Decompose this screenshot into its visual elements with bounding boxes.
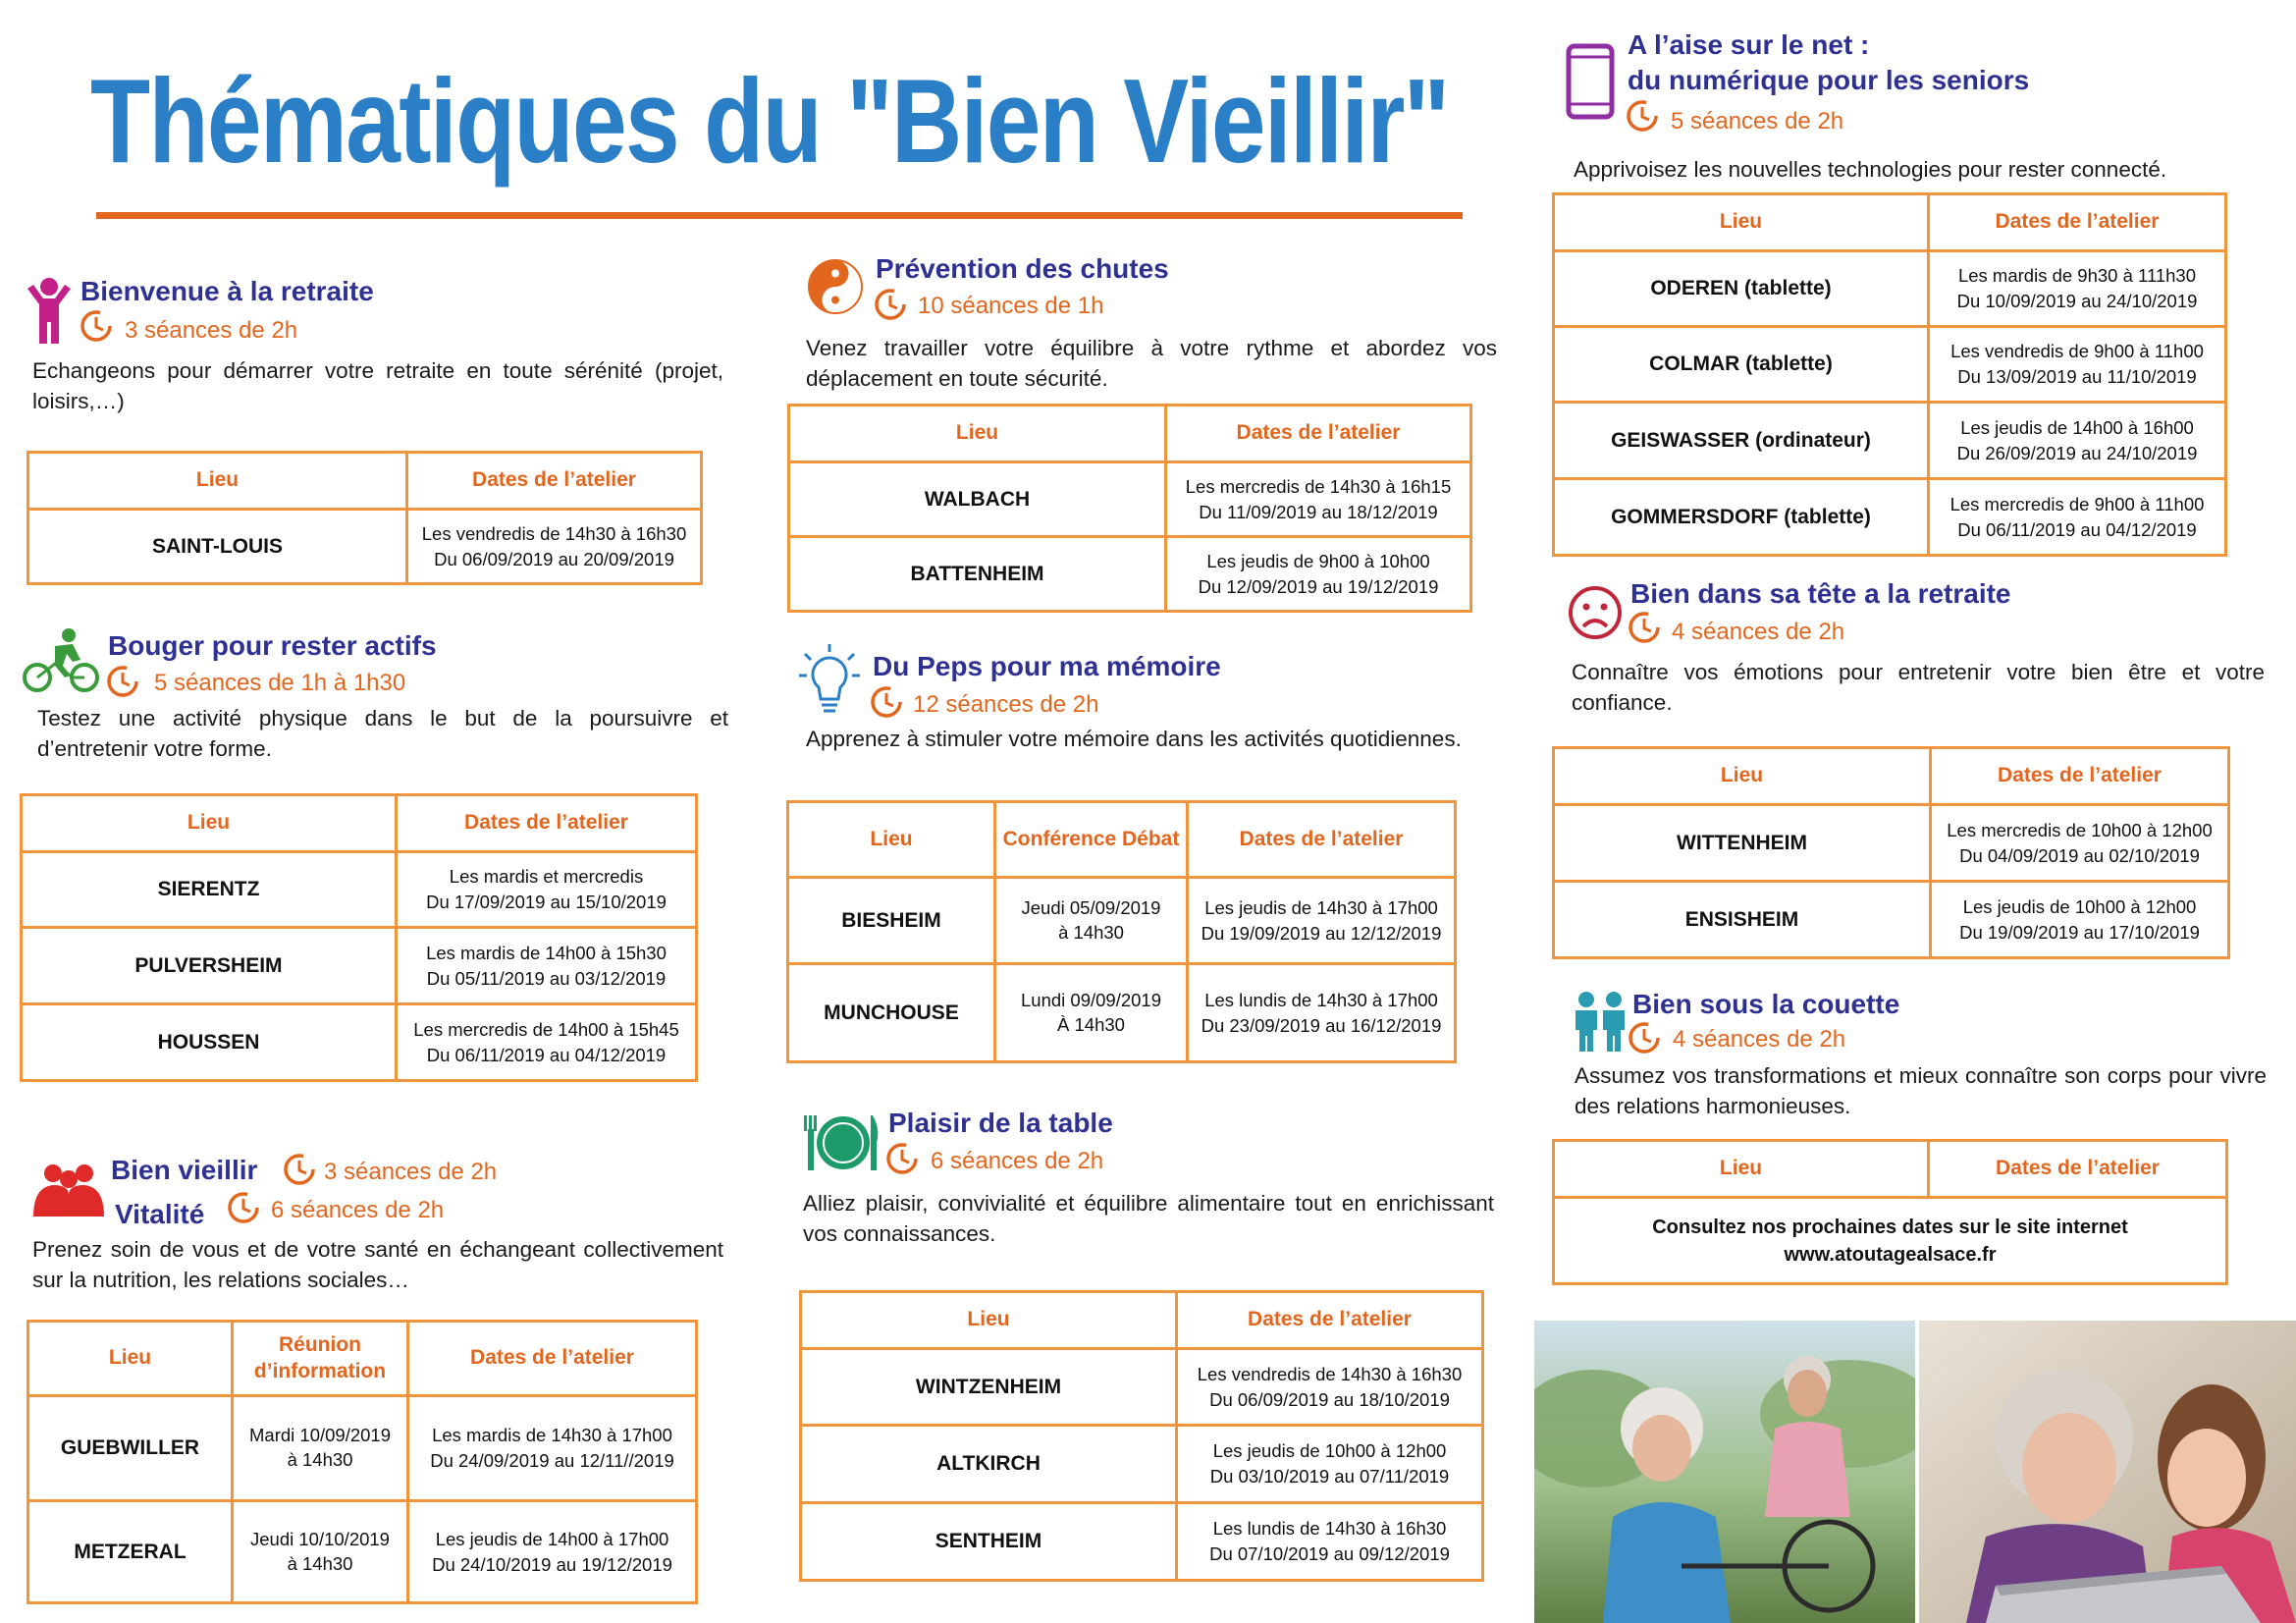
- clock-icon: [873, 287, 908, 322]
- place-cell: ALTKIRCH: [801, 1426, 1177, 1503]
- column-header: Dates de l’atelier: [1931, 748, 2229, 805]
- section-title-numerique: A l’aise sur le net :: [1628, 29, 1870, 60]
- column-header: Lieu: [1554, 1141, 1929, 1198]
- table-row: [1554, 882, 2229, 958]
- clock-icon: [1627, 610, 1662, 645]
- table-retraite: [27, 451, 703, 585]
- section-subtitle-numerique: du numérique pour les seniors: [1628, 65, 2030, 95]
- description-tete: Connaître vos émotions pour entretenir votre bien être et votre confiance.: [1572, 660, 2265, 715]
- description-memoire: Apprenez à stimuler votre mémoire dans les activités quotidiennes.: [806, 727, 1462, 751]
- table-row: [801, 1503, 1483, 1581]
- table-row: [1554, 1198, 2227, 1284]
- sessions-vitalite: 6 séances de 2h: [271, 1197, 445, 1223]
- description-chutes: Venez travailler votre équilibre à votre rythme et abordez vos déplacement en toute sécurité.: [806, 336, 1497, 391]
- section-title-memoire: Du Peps pour ma mémoire: [873, 651, 1221, 681]
- section-title-retraite: Bienvenue à la retraite: [80, 276, 374, 306]
- place-cell: WALBACH: [789, 462, 1166, 537]
- column-header: Dates de l’atelier: [1188, 802, 1456, 878]
- column-header: Dates de l’atelier: [397, 795, 697, 852]
- column-header: Dates de l’atelier: [1929, 1141, 2227, 1198]
- description-vitalite: Prenez soin de vous et de votre santé en échangeant collectivement sur la nutrition, les relations sociales…: [32, 1237, 723, 1292]
- column-header: Lieu: [22, 795, 397, 852]
- table-tete: [1552, 746, 2230, 959]
- table-row: [28, 510, 702, 584]
- column-header: Conférence Débat: [995, 802, 1188, 878]
- description-retraite: Echangeons pour démarrer votre retraite en toute sérénité (projet, loisirs,…): [32, 358, 723, 413]
- place-cell: GOMMERSDORF (tablette): [1554, 479, 1929, 556]
- description-table: Alliez plaisir, convivialité et équilibre alimentaire tout en enrichissant vos connaissances.: [803, 1191, 1494, 1246]
- sessions-memoire: 12 séances de 2h: [913, 691, 1099, 718]
- section-title-bouger: Bouger pour rester actifs: [108, 630, 437, 661]
- clock-icon: [869, 684, 904, 720]
- section-title-vitalite: Vitalité: [115, 1199, 205, 1229]
- column-header: Dates de l’atelier: [1929, 194, 2226, 251]
- place-cell: WINTZENHEIM: [801, 1349, 1177, 1426]
- dates-cell: Les vendredis de 9h00 à 11h00 Du 13/09/2019 au 11/10/2019: [1929, 327, 2226, 403]
- clock-icon: [1625, 98, 1660, 134]
- sessions-retraite: 3 séances de 2h: [125, 317, 298, 344]
- dates-cell: Les jeudis de 14h00 à 17h00 Du 24/10/2019 au 19/12/2019: [408, 1501, 697, 1603]
- yin-yang-icon: [806, 257, 865, 316]
- dates-cell: Les mercredis de 9h00 à 11h00 Du 06/11/2019 au 04/12/2019: [1929, 479, 2226, 556]
- clock-icon: [79, 308, 114, 344]
- dates-cell: Les jeudis de 9h00 à 10h00 Du 12/09/2019 au 19/12/2019: [1166, 537, 1471, 612]
- table-row: [1554, 327, 2226, 403]
- dates-cell: Les mardis de 14h30 à 17h00 Du 24/09/2019 au 12/11//2019: [408, 1396, 697, 1501]
- table-row: [788, 964, 1456, 1062]
- dates-cell: Les lundis de 14h30 à 17h00 Du 23/09/2019 au 16/12/2019: [1188, 964, 1456, 1062]
- table-row: [789, 462, 1471, 537]
- description-numerique: Apprivoisez les nouvelles technologies pour rester connecté.: [1574, 157, 2167, 182]
- place-cell: HOUSSEN: [22, 1004, 397, 1081]
- table-row: [1554, 251, 2226, 327]
- person-cheering-icon: [22, 275, 77, 346]
- sessions-tete: 4 séances de 2h: [1672, 619, 1845, 645]
- description-bouger: Testez une activité physique dans le but de la poursuivre et d’entretenir votre forme.: [37, 706, 728, 761]
- clock-icon: [105, 664, 140, 699]
- dates-cell: Les jeudis de 10h00 à 12h00 Du 19/09/2019 au 17/10/2019: [1931, 882, 2229, 958]
- table-bouger: [20, 793, 698, 1082]
- dates-cell: Les lundis de 14h30 à 16h30 Du 07/10/2019 au 09/12/2019: [1177, 1503, 1483, 1581]
- place-cell: ODEREN (tablette): [1554, 251, 1929, 327]
- seniors-photo: [1534, 1321, 2296, 1623]
- table-couette: [1552, 1139, 2228, 1285]
- dates-cell: Les mardis de 9h30 à 111h30 Du 10/09/2019 au 24/10/2019: [1929, 251, 2226, 327]
- dates-cell: Les jeudis de 14h30 à 17h00 Du 19/09/2019 au 12/12/2019: [1188, 878, 1456, 964]
- place-cell: WITTENHEIM: [1554, 805, 1931, 882]
- page-title: Thématiques du "Bien Vieillir": [90, 54, 1449, 188]
- tablet-icon: [1565, 43, 1616, 120]
- clock-icon: [226, 1190, 261, 1225]
- place-cell: METZERAL: [28, 1501, 233, 1603]
- place-cell: SAINT-LOUIS: [28, 510, 407, 584]
- website-link[interactable]: www.atoutagealsace.fr: [1784, 1243, 1997, 1266]
- table-row: [1554, 805, 2229, 882]
- place-cell: GUEBWILLER: [28, 1396, 233, 1501]
- table-memoire: [786, 800, 1457, 1063]
- couple-icon: [1570, 991, 1630, 1054]
- table-row: [22, 852, 697, 928]
- table-row: [801, 1426, 1483, 1503]
- dates-cell: Les mardis de 14h00 à 15h30 Du 05/11/2019 au 03/12/2019: [397, 928, 697, 1004]
- column-header: Lieu: [1554, 748, 1931, 805]
- table-row: [28, 1396, 697, 1501]
- table-row: [789, 537, 1471, 612]
- sad-face-icon: [1568, 585, 1623, 640]
- section-title-couette: Bien sous la couette: [1632, 989, 1900, 1019]
- dates-cell: Les mercredis de 14h00 à 15h45 Du 06/11/2019 au 04/12/2019: [397, 1004, 697, 1081]
- dates-cell: Les mercredis de 10h00 à 12h00 Du 04/09/2019 au 02/10/2019: [1931, 805, 2229, 882]
- dates-cell: Les mardis et mercredis Du 17/09/2019 au 15/10/2019: [397, 852, 697, 928]
- info-cell: Jeudi 05/09/2019 à 14h30: [995, 878, 1188, 964]
- place-cell: ENSISHEIM: [1554, 882, 1931, 958]
- place-cell: SIERENTZ: [22, 852, 397, 928]
- table-numerique: [1552, 192, 2227, 557]
- dates-cell: Les jeudis de 10h00 à 12h00 Du 03/10/2019 au 07/11/2019: [1177, 1426, 1483, 1503]
- clock-icon: [282, 1152, 317, 1187]
- place-cell: SENTHEIM: [801, 1503, 1177, 1581]
- column-header: Lieu: [1554, 194, 1929, 251]
- table-row: [801, 1349, 1483, 1426]
- clock-icon: [1627, 1020, 1662, 1055]
- table-vitalite: [27, 1320, 698, 1604]
- table-row: [788, 878, 1456, 964]
- table-table: [799, 1290, 1484, 1582]
- lightbulb-icon: [797, 642, 862, 721]
- title-underline: [96, 212, 1463, 219]
- place-cell: COLMAR (tablette): [1554, 327, 1929, 403]
- column-header: Dates de l’atelier: [407, 453, 702, 510]
- notice-cell: Consultez nos prochaines dates sur le site internet www.atoutagealsace.fr: [1554, 1198, 2227, 1284]
- section-title-table: Plaisir de la table: [888, 1108, 1113, 1138]
- column-header: Lieu: [789, 406, 1166, 462]
- place-cell: BIESHEIM: [788, 878, 995, 964]
- info-cell: Lundi 09/09/2019 À 14h30: [995, 964, 1188, 1062]
- column-header: Dates de l’atelier: [1166, 406, 1471, 462]
- section-title-chutes: Prévention des chutes: [876, 253, 1169, 284]
- dates-cell: Les vendredis de 14h30 à 16h30 Du 06/09/2019 au 20/09/2019: [407, 510, 702, 584]
- column-header: Dates de l’atelier: [408, 1322, 697, 1396]
- group-icon: [29, 1162, 108, 1218]
- table-row: [28, 1501, 697, 1603]
- clock-icon: [884, 1141, 920, 1176]
- table-chutes: [787, 404, 1472, 613]
- section-title-bien-vieillir: Bien vieillir: [111, 1155, 258, 1185]
- description-couette: Assumez vos transformations et mieux connaître son corps pour vivre des relations harmonieuses.: [1575, 1063, 2267, 1118]
- place-cell: MUNCHOUSE: [788, 964, 995, 1062]
- table-row: [22, 1004, 697, 1081]
- sessions-table: 6 séances de 2h: [931, 1148, 1104, 1174]
- table-row: [22, 928, 697, 1004]
- place-cell: GEISWASSER (ordinateur): [1554, 403, 1929, 479]
- sessions-chutes: 10 séances de 1h: [918, 293, 1104, 319]
- table-row: [1554, 479, 2226, 556]
- column-header: Dates de l’atelier: [1177, 1292, 1483, 1349]
- sessions-bouger: 5 séances de 1h à 1h30: [154, 670, 406, 696]
- section-title-tete: Bien dans sa tête a la retraite: [1630, 578, 2011, 609]
- info-cell: Jeudi 10/10/2019 à 14h30: [233, 1501, 408, 1603]
- dates-cell: Les jeudis de 14h00 à 16h00 Du 26/09/2019 au 24/10/2019: [1929, 403, 2226, 479]
- plate-cutlery-icon: [800, 1109, 882, 1174]
- sessions-bien-vieillir: 3 séances de 2h: [324, 1159, 498, 1185]
- sessions-couette: 4 séances de 2h: [1673, 1026, 1846, 1053]
- dates-cell: Les mercredis de 14h30 à 16h15 Du 11/09/2019 au 18/12/2019: [1166, 462, 1471, 537]
- column-header: Lieu: [788, 802, 995, 878]
- info-cell: Mardi 10/09/2019 à 14h30: [233, 1396, 408, 1501]
- place-cell: BATTENHEIM: [789, 537, 1166, 612]
- column-header: Lieu: [28, 453, 407, 510]
- dates-cell: Les vendredis de 14h30 à 16h30 Du 06/09/2019 au 18/10/2019: [1177, 1349, 1483, 1426]
- column-header: Lieu: [28, 1322, 233, 1396]
- table-row: [1554, 403, 2226, 479]
- cyclist-icon: [22, 626, 100, 695]
- place-cell: PULVERSHEIM: [22, 928, 397, 1004]
- sessions-numerique: 5 séances de 2h: [1671, 108, 1844, 135]
- column-header: Réunion d’information: [233, 1322, 408, 1396]
- column-header: Lieu: [801, 1292, 1177, 1349]
